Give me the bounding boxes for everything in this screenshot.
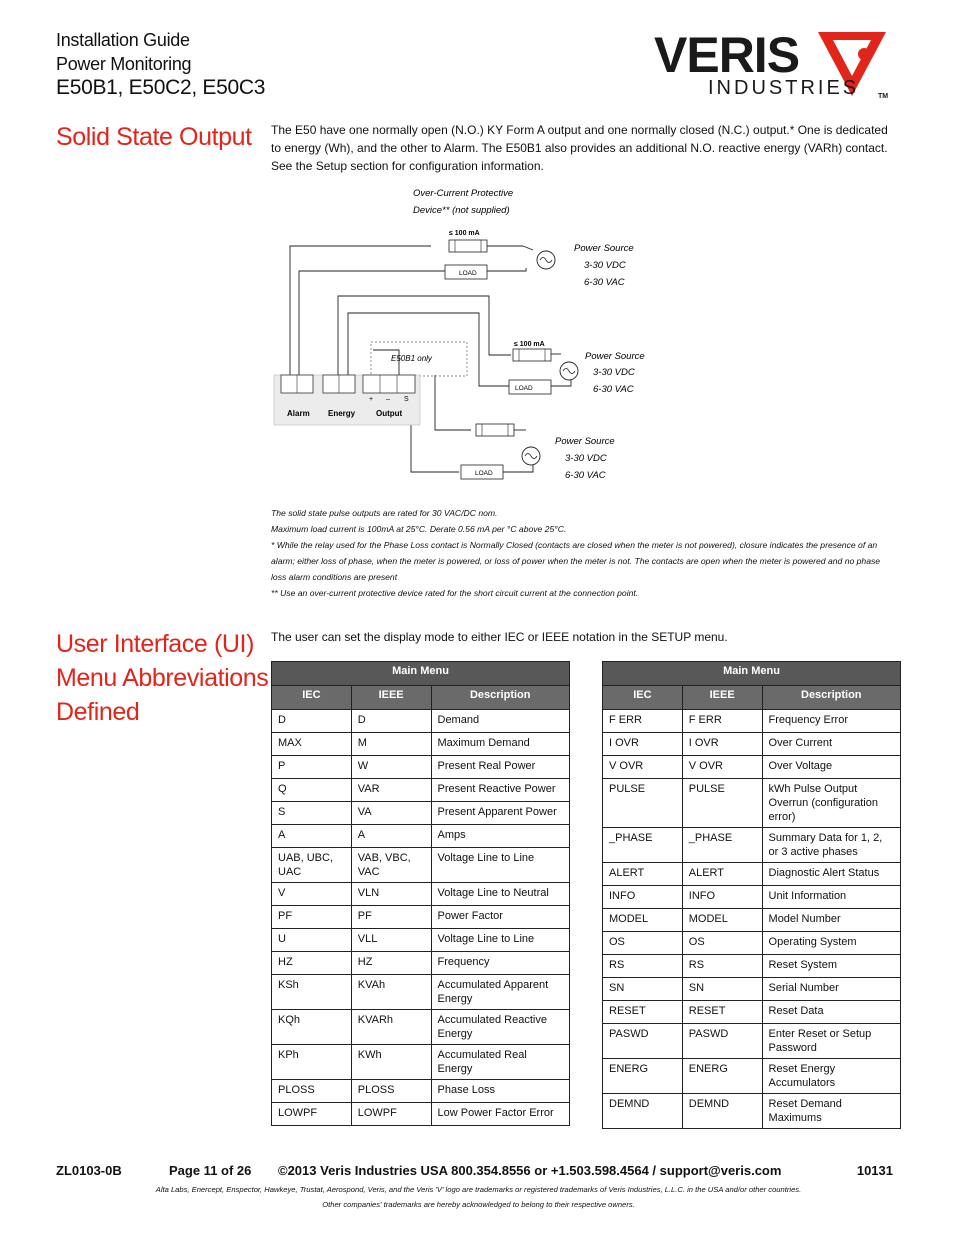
cell-description: Maximum Demand (431, 733, 570, 756)
source-2-label-3: 6-30 VAC (593, 384, 634, 395)
cell-description: Amps (431, 825, 570, 848)
cell-iec: V (272, 883, 352, 906)
cell-iec: KSh (272, 975, 352, 1010)
cell-ieee: PF (351, 906, 431, 929)
table-row (603, 828, 901, 863)
cell-ieee: INFO (682, 886, 762, 909)
ui-menu-intro: The user can set the display mode to either IEC or IEEE notation in the SETUP menu. (271, 630, 728, 644)
cell-description: Power Factor (431, 906, 570, 929)
cell-description: Over Voltage (762, 756, 900, 779)
table-row (603, 932, 901, 955)
cell-description: Frequency (431, 952, 570, 975)
cell-description: Voltage Line to Neutral (431, 883, 570, 906)
table-row (272, 975, 570, 1010)
col-header-description: Description (762, 686, 900, 710)
ui-menu-title-line3: Defined (56, 698, 140, 726)
source-1-label-3: 6-30 VAC (584, 277, 625, 288)
cell-ieee: W (351, 756, 431, 779)
trademark-line1: Alta Labs, Enercept, Enspector, Hawkeye, Trustat, Aerospond, Veris, and the Veris 'V' logo are trademarks or registered trademarks of Veris Industries, L.L.C. in the USA and/or other countries. (155, 1185, 802, 1194)
table-row (603, 756, 901, 779)
cell-description: Present Real Power (431, 756, 570, 779)
cell-iec: INFO (603, 886, 683, 909)
col-header-iec: IEC (603, 686, 683, 710)
table-row (272, 779, 570, 802)
cell-description: Accumulated Real Energy (431, 1045, 570, 1080)
cell-iec: KQh (272, 1010, 352, 1045)
table-row (603, 733, 901, 756)
cell-iec: LOWPF (272, 1103, 352, 1126)
cell-description: Accumulated Reactive Energy (431, 1010, 570, 1045)
cell-description: Reset Energy Accumulators (762, 1059, 900, 1094)
table-row (272, 952, 570, 975)
cell-iec: UAB, UBC, UAC (272, 848, 352, 883)
cell-ieee: RS (682, 955, 762, 978)
cell-description: Present Apparent Power (431, 802, 570, 825)
cell-ieee: LOWPF (351, 1103, 431, 1126)
terminal-output-label: Output (376, 409, 403, 418)
cell-iec: PF (272, 906, 352, 929)
table-row (272, 848, 570, 883)
cell-ieee: HZ (351, 952, 431, 975)
ocp-label-line2: Device** (not supplied) (413, 205, 510, 216)
col-header-description: Description (431, 686, 570, 710)
header-model-numbers: E50B1, E50C2, E50C3 (56, 76, 266, 99)
cell-iec: A (272, 825, 352, 848)
table-row (272, 1103, 570, 1126)
col-header-ieee: IEEE (682, 686, 762, 710)
cell-iec: ENERG (603, 1059, 683, 1094)
cell-ieee: SN (682, 978, 762, 1001)
table-row (603, 955, 901, 978)
cell-iec: KPh (272, 1045, 352, 1080)
cell-description: Operating System (762, 932, 900, 955)
doc-code: ZL0103-0B (56, 1163, 122, 1178)
table-heading: Main Menu (272, 662, 570, 686)
source-3-label-2: 3-30 VDC (565, 453, 607, 464)
table-row (603, 1059, 901, 1094)
cell-description: Low Power Factor Error (431, 1103, 570, 1126)
cell-ieee: M (351, 733, 431, 756)
table-row (272, 733, 570, 756)
cell-ieee: F ERR (682, 710, 762, 733)
note-line: ** Use an over-current protective device rated for the short circuit current at the connection point. (271, 588, 639, 598)
fuse-rating-1: ≤ 100 mA (449, 230, 480, 237)
cell-ieee: ENERG (682, 1059, 762, 1094)
cell-ieee: MODEL (682, 909, 762, 932)
terminal-energy-label: Energy (328, 409, 356, 418)
solid-state-title: Solid State Output (56, 123, 252, 151)
table-row (272, 756, 570, 779)
table-row (272, 906, 570, 929)
cell-description: Summary Data for 1, 2, or 3 active phases (762, 828, 900, 863)
cell-iec: RS (603, 955, 683, 978)
logo-trademark: TM (878, 93, 889, 100)
cell-ieee: KVARh (351, 1010, 431, 1045)
table-row (272, 1045, 570, 1080)
table-row (603, 779, 901, 828)
cell-ieee: I OVR (682, 733, 762, 756)
table-row (272, 802, 570, 825)
load-3-label: LOAD (475, 470, 493, 477)
note-line: * While the relay used for the Phase Loss contact is Normally Closed (contacts are closed when the meter is not powered), closure indicates the presence of an (271, 540, 878, 550)
header-guide-title: Installation Guide (56, 30, 190, 50)
table-row (603, 1001, 901, 1024)
table-row (603, 710, 901, 733)
note-line: Maximum load current is 100mA at 25°C. Derate 0.56 mA per °C above 25°C. (271, 524, 567, 534)
table-row (603, 978, 901, 1001)
cell-description: Enter Reset or Setup Password (762, 1024, 900, 1059)
source-1-label-2: 3-30 VDC (584, 260, 626, 271)
col-header-iec: IEC (272, 686, 352, 710)
cell-iec: MODEL (603, 909, 683, 932)
cell-ieee: ALERT (682, 863, 762, 886)
header-product-line: Power Monitoring (56, 54, 192, 74)
trademark-notice (56, 1182, 901, 1212)
table-row (272, 929, 570, 952)
cell-iec: S (272, 802, 352, 825)
cell-iec: D (272, 710, 352, 733)
cell-ieee: VLL (351, 929, 431, 952)
cell-ieee: DEMND (682, 1094, 762, 1129)
cell-description: Reset Demand Maximums (762, 1094, 900, 1129)
cell-description: Phase Loss (431, 1080, 570, 1103)
cell-iec: DEMND (603, 1094, 683, 1129)
cell-description: Demand (431, 710, 570, 733)
cell-ieee: PLOSS (351, 1080, 431, 1103)
cell-iec: PASWD (603, 1024, 683, 1059)
logo-brand-text: VERIS (654, 27, 800, 83)
table-row (272, 1080, 570, 1103)
cell-iec: HZ (272, 952, 352, 975)
cell-iec: RESET (603, 1001, 683, 1024)
cell-iec: V OVR (603, 756, 683, 779)
cell-ieee: _PHASE (682, 828, 762, 863)
cell-description: Frequency Error (762, 710, 900, 733)
terminal-alarm-label: Alarm (287, 409, 310, 418)
table-row (603, 909, 901, 932)
main-menu-table-right (602, 661, 901, 1129)
cell-ieee: A (351, 825, 431, 848)
cell-ieee: V OVR (682, 756, 762, 779)
page-number: Page 11 of 26 (169, 1163, 252, 1178)
table-row (272, 825, 570, 848)
cell-description: Serial Number (762, 978, 900, 1001)
note-line: alarm; either loss of phase, when the meter is powered, or loss of power when the meter is not. The contacts are open when the meter is powered and no phase (271, 556, 881, 566)
cell-description: Model Number (762, 909, 900, 932)
cell-description: Unit Information (762, 886, 900, 909)
cell-description: Reset System (762, 955, 900, 978)
note-line: The solid state pulse outputs are rated for 30 VAC/DC nom. (271, 508, 498, 518)
cell-iec: _PHASE (603, 828, 683, 863)
table-row (272, 1010, 570, 1045)
table-row (603, 886, 901, 909)
cell-description: Accumulated Apparent Energy (431, 975, 570, 1010)
document-header (56, 28, 265, 100)
solid-state-body: The E50 have one normally open (N.O.) KY Form A output and one normally closed (N.C.) output.* One is dedicated to energy (Wh), and the other to Alarm. The E50B1 also provides an additional N.O. reactive energy (VARh) contact. See the Setup section for configuration information. (271, 123, 888, 173)
cell-description: Voltage Line to Line (431, 929, 570, 952)
cell-ieee: VA (351, 802, 431, 825)
veris-logo (650, 24, 900, 104)
source-3-label-3: 6-30 VAC (565, 470, 606, 481)
cell-ieee: RESET (682, 1001, 762, 1024)
ocp-label-line1: Over-Current Protective (413, 188, 514, 199)
terminal-minus: – (386, 396, 390, 403)
terminal-plus: + (369, 396, 374, 403)
cell-ieee: VLN (351, 883, 431, 906)
cell-ieee: VAB, VBC, VAC (351, 848, 431, 883)
col-header-ieee: IEEE (351, 686, 431, 710)
cell-ieee: PASWD (682, 1024, 762, 1059)
cell-iec: SN (603, 978, 683, 1001)
cell-description: Voltage Line to Line (431, 848, 570, 883)
table-row (603, 1094, 901, 1129)
ui-menu-title-line1: User Interface (UI) (56, 630, 255, 658)
cell-description: Reset Data (762, 1001, 900, 1024)
solid-state-notes (271, 505, 901, 601)
trademark-line2: Other companies' trademarks are hereby acknowledged to belong to their respective owners. (322, 1200, 635, 1209)
cell-iec: ALERT (603, 863, 683, 886)
cell-iec: MAX (272, 733, 352, 756)
cell-ieee: PULSE (682, 779, 762, 828)
source-2-label-1: Power Source (585, 351, 645, 362)
cell-ieee: VAR (351, 779, 431, 802)
cell-ieee: D (351, 710, 431, 733)
cell-iec: Q (272, 779, 352, 802)
cell-ieee: KWh (351, 1045, 431, 1080)
table-heading: Main Menu (603, 662, 901, 686)
source-2-label-2: 3-30 VDC (593, 367, 635, 378)
copyright-contact: ©2013 Veris Industries USA 800.354.8556 or +1.503.598.4564 / support@veris.com (278, 1163, 782, 1178)
cell-iec: F ERR (603, 710, 683, 733)
cell-iec: PULSE (603, 779, 683, 828)
note-line: loss alarm conditions are present (271, 572, 398, 582)
cell-ieee: KVAh (351, 975, 431, 1010)
cell-iec: P (272, 756, 352, 779)
cell-description: Present Reactive Power (431, 779, 570, 802)
cell-ieee: OS (682, 932, 762, 955)
terminal-s: S (404, 396, 409, 403)
cell-iec: PLOSS (272, 1080, 352, 1103)
source-3-label-1: Power Source (555, 436, 615, 447)
cell-iec: U (272, 929, 352, 952)
cell-iec: I OVR (603, 733, 683, 756)
load-1-label: LOAD (459, 270, 477, 277)
table-row (603, 1024, 901, 1059)
doc-number: 10131 (856, 1163, 893, 1178)
main-menu-table-left (271, 661, 570, 1126)
source-1-label-1: Power Source (574, 243, 634, 254)
load-2-label: LOAD (515, 385, 533, 392)
ui-menu-title-line2: Menu Abbreviations (56, 664, 269, 692)
ui-menu-title (56, 627, 268, 729)
fuse-rating-2: ≤ 100 mA (514, 341, 545, 348)
cell-description: Over Current (762, 733, 900, 756)
table-row (603, 863, 901, 886)
table-row (272, 710, 570, 733)
table-row (272, 883, 570, 906)
e50b1-only-label: E50B1 only (391, 354, 432, 363)
cell-description: kWh Pulse Output Overrun (configuration error) (762, 779, 900, 828)
cell-iec: OS (603, 932, 683, 955)
logo-sub-text: INDUSTRIES (708, 77, 860, 99)
cell-description: Diagnostic Alert Status (762, 863, 900, 886)
wiring-diagram (271, 180, 901, 500)
